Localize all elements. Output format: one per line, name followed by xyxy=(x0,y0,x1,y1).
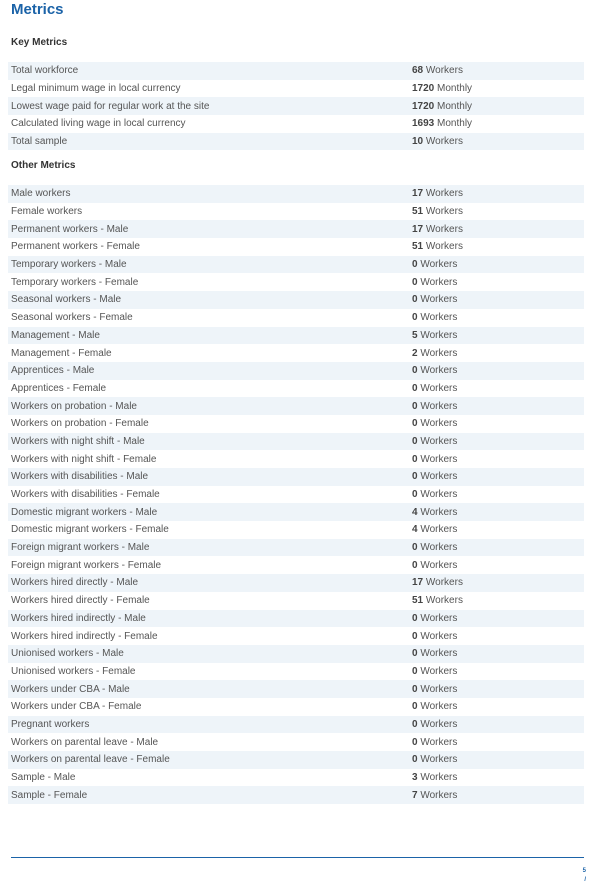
metric-label: Lowest wage paid for regular work at the site xyxy=(11,100,210,112)
metric-label: Workers hired directly - Male xyxy=(11,577,139,589)
metric-row xyxy=(8,62,584,80)
metric-value: 10 xyxy=(412,136,424,148)
metric-unit: Workers xyxy=(417,489,458,501)
metric-value: 0 xyxy=(412,294,418,306)
metric-unit: Workers xyxy=(417,701,458,713)
metric-unit: Workers xyxy=(417,400,458,412)
metric-label: Workers hired directly - Female xyxy=(11,595,150,607)
metric-label: Workers with night shift - Female xyxy=(11,453,157,465)
metric-unit: Workers xyxy=(417,365,458,377)
metric-value-cell xyxy=(412,397,584,415)
metric-value: 51 xyxy=(412,241,424,253)
metric-value: 0 xyxy=(412,435,418,447)
metric-value: 0 xyxy=(412,612,418,624)
metric-label: Female workers xyxy=(11,206,83,218)
metric-value: 51 xyxy=(412,595,424,607)
metric-value-cell xyxy=(412,327,584,345)
metric-row xyxy=(8,521,584,539)
metric-value: 0 xyxy=(412,559,418,571)
metric-row xyxy=(8,362,584,380)
metric-value: 0 xyxy=(412,665,418,677)
metric-unit: Workers xyxy=(417,648,458,660)
metric-row xyxy=(8,97,584,115)
metric-row xyxy=(8,397,584,415)
metric-row xyxy=(8,539,584,557)
metric-value-cell xyxy=(412,769,584,787)
metric-value-cell xyxy=(412,450,584,468)
metric-label: Legal minimum wage in local currency xyxy=(11,83,181,95)
metric-label: Management - Male xyxy=(11,329,100,341)
metric-value-cell xyxy=(412,592,584,610)
metric-unit: Workers xyxy=(417,471,458,483)
metric-label: Management - Female xyxy=(11,347,112,359)
metric-label: Apprentices - Female xyxy=(11,382,107,394)
metric-label: Male workers xyxy=(11,188,71,200)
metric-unit: Workers xyxy=(417,435,458,447)
metric-value-cell xyxy=(412,415,584,433)
metric-unit: Workers xyxy=(423,241,463,253)
metric-value-cell xyxy=(412,133,584,151)
footer-divider xyxy=(11,857,584,858)
metric-label: Unionised workers - Female xyxy=(11,665,136,677)
key-metrics-table xyxy=(8,62,584,150)
metric-value-cell xyxy=(412,503,584,521)
metric-row xyxy=(8,610,584,628)
metric-label: Workers with night shift - Male xyxy=(11,435,145,447)
metric-value: 0 xyxy=(412,648,418,660)
metric-row xyxy=(8,503,584,521)
metric-unit: Workers xyxy=(417,329,458,341)
metric-value: 0 xyxy=(412,683,418,695)
metric-value: 1720 xyxy=(412,100,435,112)
metric-row xyxy=(8,133,584,151)
metric-row xyxy=(8,486,584,504)
metric-row xyxy=(8,716,584,734)
metric-value: 0 xyxy=(412,630,418,642)
metric-unit: Workers xyxy=(417,506,458,518)
metric-row xyxy=(8,698,584,716)
metric-row xyxy=(8,309,584,327)
other-metrics-body xyxy=(8,185,584,804)
metric-row xyxy=(8,450,584,468)
metric-value-cell xyxy=(412,556,584,574)
metric-value: 3 xyxy=(412,772,418,784)
metric-row xyxy=(8,415,584,433)
metric-label: Seasonal workers - Male xyxy=(11,294,122,306)
other-metrics-heading: Other Metrics xyxy=(11,160,76,171)
other-metrics-table xyxy=(8,185,584,804)
page-number-suffix: / xyxy=(584,877,586,883)
metric-label: Permanent workers - Female xyxy=(11,241,140,253)
metric-value: 0 xyxy=(412,365,418,377)
metric-value-cell xyxy=(412,256,584,274)
metric-value-cell xyxy=(412,716,584,734)
metric-unit: Workers xyxy=(423,223,463,235)
metric-value: 17 xyxy=(412,188,424,200)
metric-value: 0 xyxy=(412,542,418,554)
metric-unit: Workers xyxy=(417,683,458,695)
metric-value: 17 xyxy=(412,577,424,589)
metric-value: 5 xyxy=(412,329,418,341)
metric-unit: Workers xyxy=(417,754,458,766)
metric-row xyxy=(8,433,584,451)
metric-unit: Workers xyxy=(417,736,458,748)
metric-unit: Workers xyxy=(417,382,458,394)
metric-unit: Workers xyxy=(423,188,463,200)
metric-unit: Workers xyxy=(417,612,458,624)
metric-value-cell xyxy=(412,468,584,486)
metric-value: 0 xyxy=(412,718,418,730)
metric-row xyxy=(8,645,584,663)
metric-row xyxy=(8,380,584,398)
metric-value-cell xyxy=(412,80,584,98)
metric-row xyxy=(8,220,584,238)
metric-value: 2 xyxy=(412,347,418,359)
metric-label: Workers on parental leave - Male xyxy=(11,736,159,748)
metric-label: Sample - Female xyxy=(11,789,88,801)
metric-value-cell xyxy=(412,680,584,698)
metric-unit: Workers xyxy=(417,294,458,306)
metric-row xyxy=(8,751,584,769)
metric-value: 0 xyxy=(412,701,418,713)
metric-value-cell xyxy=(412,238,584,256)
metric-unit: Workers xyxy=(417,630,458,642)
metric-label: Workers on probation - Female xyxy=(11,418,149,430)
metric-label: Pregnant workers xyxy=(11,718,90,730)
metric-unit: Workers xyxy=(417,772,458,784)
metric-value-cell xyxy=(412,203,584,221)
metric-row xyxy=(8,273,584,291)
metric-value: 7 xyxy=(412,789,418,801)
metric-label: Seasonal workers - Female xyxy=(11,312,133,324)
metric-label: Calculated living wage in local currency xyxy=(11,118,186,130)
metric-value-cell xyxy=(412,663,584,681)
metric-unit: Workers xyxy=(417,418,458,430)
metric-unit: Monthly xyxy=(434,100,473,112)
metric-label: Workers with disabilities - Female xyxy=(11,489,160,501)
metric-label: Permanent workers - Male xyxy=(11,223,129,235)
metric-value-cell xyxy=(412,645,584,663)
metric-row xyxy=(8,203,584,221)
metric-row xyxy=(8,238,584,256)
metric-label: Workers with disabilities - Male xyxy=(11,471,149,483)
metric-label: Temporary workers - Male xyxy=(11,259,127,271)
metric-label: Workers hired indirectly - Female xyxy=(11,630,158,642)
metric-row xyxy=(8,786,584,804)
metric-value: 0 xyxy=(412,259,418,271)
metric-value: 1693 xyxy=(412,118,435,130)
metric-value-cell xyxy=(412,521,584,539)
metric-row xyxy=(8,115,584,133)
metric-value: 0 xyxy=(412,276,418,288)
metric-unit: Workers xyxy=(417,542,458,554)
metric-value-cell xyxy=(412,97,584,115)
metric-unit: Workers xyxy=(417,276,458,288)
key-metrics-heading: Key Metrics xyxy=(11,37,68,48)
metric-label: Unionised workers - Male xyxy=(11,648,124,660)
metric-row xyxy=(8,663,584,681)
metric-unit: Workers xyxy=(423,577,463,589)
metric-unit: Workers xyxy=(417,789,458,801)
metric-value-cell xyxy=(412,380,584,398)
metric-value: 17 xyxy=(412,223,424,235)
metric-value-cell xyxy=(412,627,584,645)
metric-value: 0 xyxy=(412,418,418,430)
metric-value: 0 xyxy=(412,736,418,748)
metric-value-cell xyxy=(412,539,584,557)
metric-unit: Workers xyxy=(417,347,458,359)
metric-label: Workers on parental leave - Female xyxy=(11,754,170,766)
metric-label: Workers under CBA - Female xyxy=(11,701,142,713)
metric-value: 4 xyxy=(412,506,418,518)
metric-row xyxy=(8,185,584,203)
metric-row xyxy=(8,344,584,362)
metric-unit: Workers xyxy=(423,136,463,148)
metric-label: Foreign migrant workers - Male xyxy=(11,542,150,554)
metric-unit: Workers xyxy=(423,206,463,218)
metric-label: Workers under CBA - Male xyxy=(11,683,130,695)
metric-unit: Workers xyxy=(417,312,458,324)
metric-label: Workers hired indirectly - Male xyxy=(11,612,146,624)
metric-value-cell xyxy=(412,185,584,203)
metric-value-cell xyxy=(412,309,584,327)
metric-value: 0 xyxy=(412,489,418,501)
metric-value-cell xyxy=(412,344,584,362)
metric-row xyxy=(8,627,584,645)
metric-row xyxy=(8,468,584,486)
metric-row xyxy=(8,556,584,574)
metric-value-cell xyxy=(412,433,584,451)
metric-row xyxy=(8,291,584,309)
metric-unit: Workers xyxy=(417,524,458,536)
metric-value-cell xyxy=(412,291,584,309)
metric-label: Domestic migrant workers - Male xyxy=(11,506,158,518)
key-metrics-body xyxy=(8,62,584,150)
metric-value: 4 xyxy=(412,524,418,536)
page-number xyxy=(583,867,586,885)
metric-value: 0 xyxy=(412,471,418,483)
metric-value-cell xyxy=(412,786,584,804)
metric-value-cell xyxy=(412,273,584,291)
metric-value-cell xyxy=(412,698,584,716)
metric-label: Sample - Male xyxy=(11,772,76,784)
metric-row xyxy=(8,256,584,274)
metric-value-cell xyxy=(412,362,584,380)
metric-value-cell xyxy=(412,574,584,592)
metric-value: 1720 xyxy=(412,83,435,95)
metric-unit: Workers xyxy=(423,65,463,77)
metric-row xyxy=(8,327,584,345)
metric-value-cell xyxy=(412,733,584,751)
metric-label: Workers on probation - Male xyxy=(11,400,137,412)
metric-value: 0 xyxy=(412,754,418,766)
metric-row xyxy=(8,80,584,98)
metric-value: 0 xyxy=(412,453,418,465)
metric-label: Total workforce xyxy=(11,65,79,77)
metric-row xyxy=(8,680,584,698)
metric-value: 0 xyxy=(412,382,418,394)
metric-unit: Workers xyxy=(417,559,458,571)
page-title: Metrics xyxy=(11,1,64,18)
metric-row xyxy=(8,769,584,787)
metric-row xyxy=(8,574,584,592)
metric-value: 0 xyxy=(412,400,418,412)
metric-value: 68 xyxy=(412,65,424,77)
metric-unit: Workers xyxy=(417,665,458,677)
metric-label: Total sample xyxy=(11,136,68,148)
metric-value-cell xyxy=(412,220,584,238)
metric-unit: Workers xyxy=(417,259,458,271)
metric-unit: Workers xyxy=(417,718,458,730)
metric-unit: Monthly xyxy=(434,83,473,95)
metric-label: Temporary workers - Female xyxy=(11,276,139,288)
metric-row xyxy=(8,733,584,751)
metric-value: 0 xyxy=(412,312,418,324)
metric-value: 51 xyxy=(412,206,424,218)
metric-value-cell xyxy=(412,62,584,80)
metric-label: Domestic migrant workers - Female xyxy=(11,524,169,536)
metric-label: Apprentices - Male xyxy=(11,365,95,377)
metric-label: Foreign migrant workers - Female xyxy=(11,559,162,571)
metric-row xyxy=(8,592,584,610)
metric-value-cell xyxy=(412,610,584,628)
metric-value-cell xyxy=(412,751,584,769)
metric-unit: Workers xyxy=(423,595,463,607)
metric-unit: Monthly xyxy=(434,118,473,130)
metric-value-cell xyxy=(412,115,584,133)
metric-value-cell xyxy=(412,486,584,504)
page-number-value: 5 xyxy=(582,868,586,874)
metric-unit: Workers xyxy=(417,453,458,465)
